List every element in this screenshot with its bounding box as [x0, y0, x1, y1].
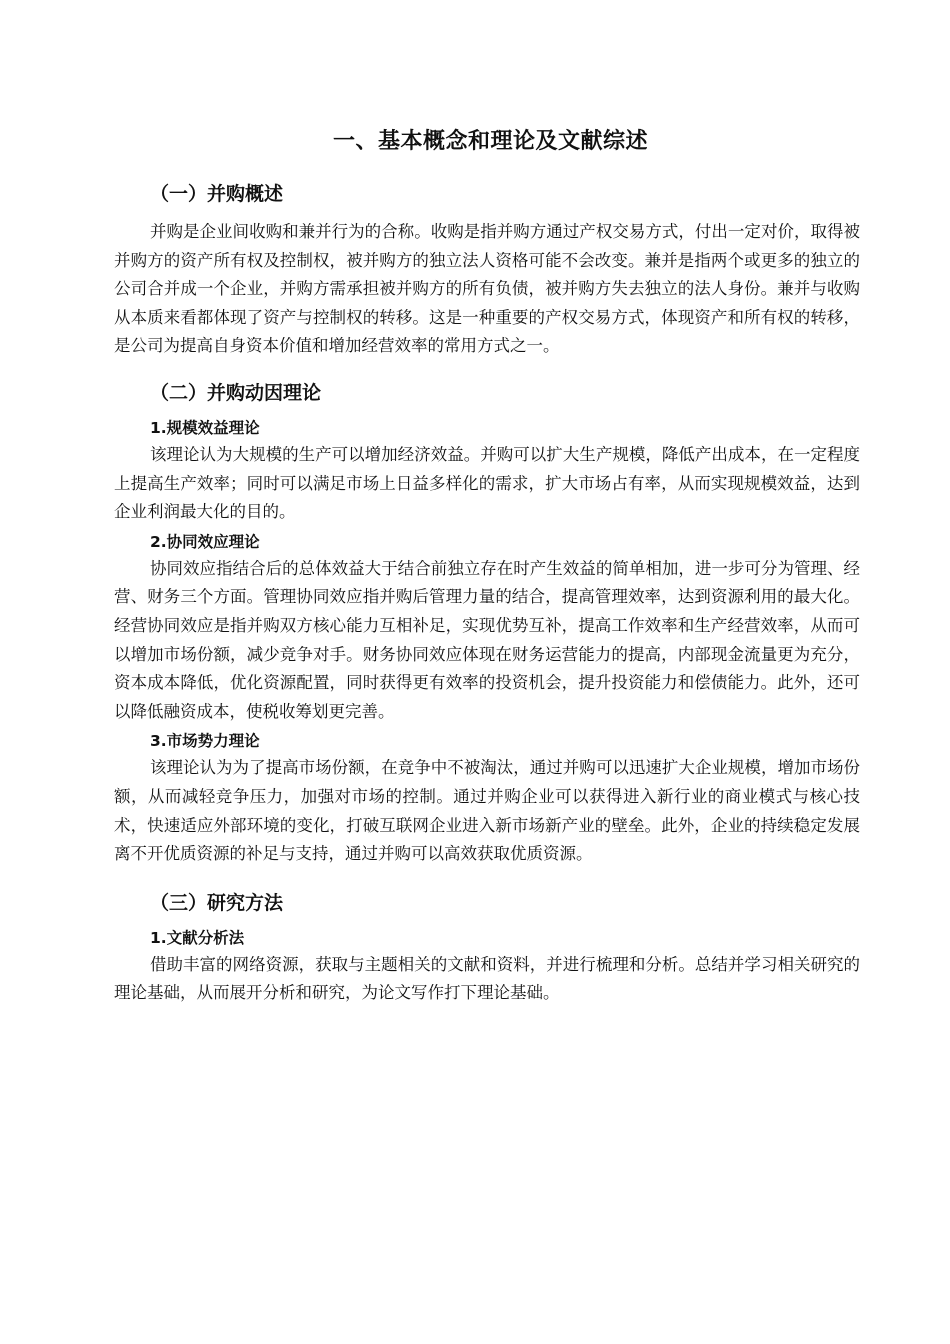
- subsection-paragraph-market-power: 该理论认为为了提高市场份额，在竞争中不被淘汰，通过并购可以迅速扩大企业规模，增加市场份额，从而减轻竞争压力，加强对市场的控制。通过并购企业可以获得进入新行业的商业模式与核心技术，快速适应外部环境的变化，打破互联网企业进入新市场新产业的壁垒。此外，企业的持续稳定发展离不开优质资源的补足与支持，通过并购可以高效获取优质资源。: [114, 758, 860, 864]
- subsection-title-scale: 1.规模效益理论: [150, 418, 260, 437]
- subsection-title-literature: 1.文献分析法: [150, 928, 245, 947]
- subsection-title-synergy: 2.协同效应理论: [150, 532, 260, 551]
- section-paragraph-overview: 并购是企业间收购和兼并行为的合称。收购是指并购方通过产权交易方式，付出一定对价，取得被并购方的资产所有权及控制权，被并购方的独立法人资格可能不会改变。兼并是指两个或更多的独立的公司合并成一个企业，并购方需承担被并购方的所有负债，被并购方失去独立的法人身份。兼并与收购从本质来看都体现了资产与控制权的转移。这是一种重要的产权交易方式，体现资产和所有权的转移，是公司为提高自身资本价值和增加经营效率的常用方式之一。: [114, 222, 860, 356]
- subsection-paragraph-scale: 该理论认为大规模的生产可以增加经济效益。并购可以扩大生产规模，降低产出成本，在一定程度上提高生产效率；同时可以满足市场上日益多样化的需求，扩大市场占有率，从而实现规模效益，达到企业利润最大化的目的。: [114, 444, 860, 522]
- subsection-title-market-power: 3.市场势力理论: [150, 732, 260, 751]
- document-page: [114, 120, 860, 1008]
- subsection-paragraph-literature: 借助丰富的网络资源，获取与主题相关的文献和资料，并进行梳理和分析。总结并学习相关研究的理论基础，从而展开分析和研究，为论文写作打下理论基础。: [114, 954, 860, 1003]
- subsection-paragraph-synergy: 协同效应指结合后的总体效益大于结合前独立存在时产生效益的简单相加，进一步可分为管理、经营、财务三个方面。管理协同效应指并购后管理力量的结合，提高管理效率，达到资源利用的最大化。经营协同效应是指并购双方核心能力互相补足，实现优势互补，提高工作效率和生产经营效率，从而可以增加市场份额，减少竞争对手。财务协同效应体现在财务运营能力的提高，内部现金流量更为充分，资本成本降低，优化资源配置，同时获得更有效率的投资机会，提升投资能力和偿债能力。此外，还可以降低融资成本，使税收筹划更完善。: [114, 558, 860, 721]
- section-title-motive-theory: （二）并购动因理论: [150, 381, 322, 404]
- section-title-overview: （一）并购概述: [150, 183, 284, 205]
- section-title-research-methods: （三）研究方法: [150, 891, 284, 914]
- chapter-title: 一、基本概念和理论及文献综述: [333, 129, 649, 154]
